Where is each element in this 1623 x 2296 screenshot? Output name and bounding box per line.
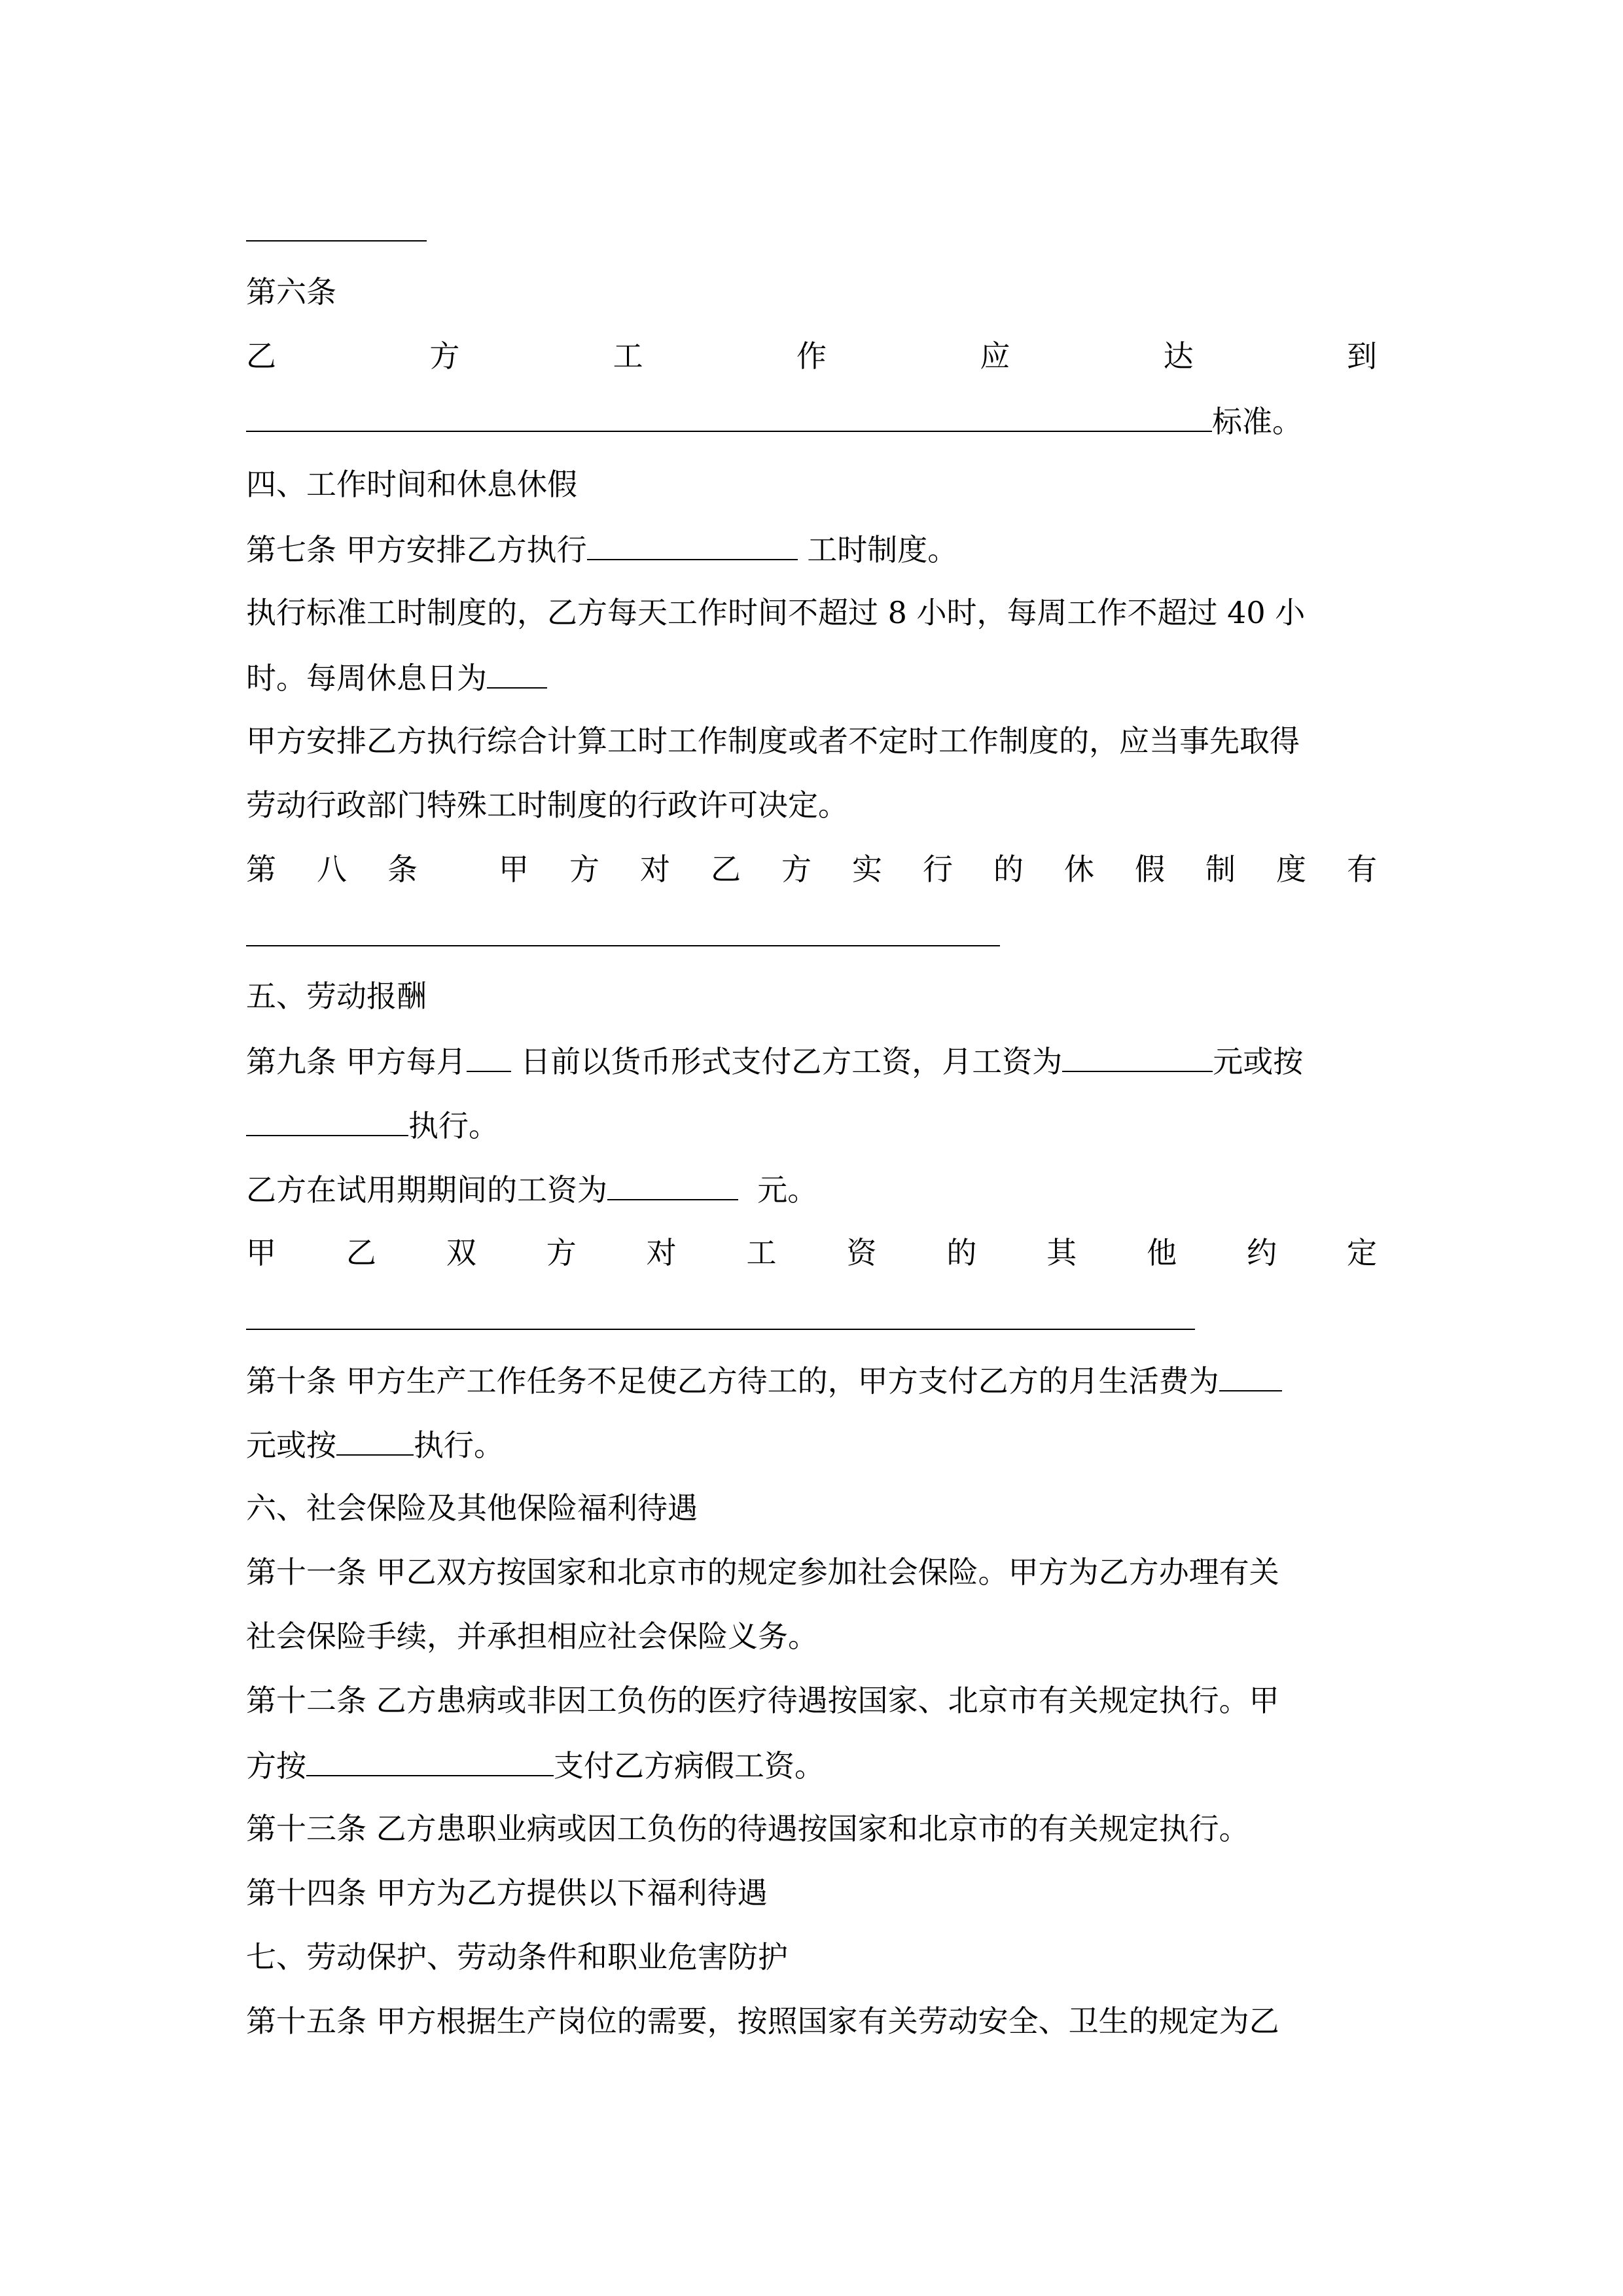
flex-hours-line-2: 劳动行政部门特殊工时制度的行政许可决定。	[246, 787, 848, 823]
blank-field[interactable]	[587, 530, 798, 560]
blank-field[interactable]	[1219, 1361, 1282, 1391]
article-14: 第十四条 甲方为乙方提供以下福利待遇	[246, 1875, 768, 1910]
blank-field[interactable]	[246, 1106, 408, 1136]
other-wage-agreement-justified: 甲 乙 双 方 对 工 资 的 其 他 约 定	[246, 1235, 1377, 1270]
article-11-line-2: 社会保险手续，并承担相应社会保险义务。	[246, 1619, 818, 1654]
section-5-heading: 五、劳动报酬	[246, 978, 427, 1014]
blank-field[interactable]	[467, 1042, 511, 1072]
standard-suffix: 标准。	[1212, 404, 1302, 439]
blank-rule-top	[246, 240, 427, 242]
article-15: 第十五条 甲方根据生产岗位的需要，按照国家有关劳动安全、卫生的规定为乙	[246, 2003, 1279, 2039]
blank-field[interactable]	[306, 1746, 554, 1776]
char: 到	[1346, 338, 1377, 374]
blank-field[interactable]	[607, 1170, 738, 1200]
article-6-standard-line	[246, 402, 1377, 439]
standard-hours-line-1: 执行标准工时制度的，乙方每天工作时间不超过 8 小时，每周工作不超过 40 小	[246, 595, 1306, 630]
blank-field[interactable]	[336, 1426, 414, 1456]
article-8-justified-line: 第 八 条 甲 方 对 乙 方 实 行 的 休 假 制 度 有	[246, 852, 1377, 887]
article-12-line-2: 方按 支付乙方病假工资。	[246, 1746, 1377, 1783]
article-6-title: 第六条	[246, 274, 336, 310]
article-10-line-2: 元或按 执行。	[246, 1426, 1377, 1462]
article-11-line-1: 第十一条 甲乙双方按国家和北京市的规定参加社会保险。甲方为乙方办理有关	[246, 1554, 1279, 1590]
other-wage-blank[interactable]	[246, 1329, 1195, 1330]
char: 达	[1163, 338, 1194, 374]
article-10-line-1: 第十条 甲方生产工作任务不足使乙方待工的，甲方支付乙方的月生活费为	[246, 1361, 1377, 1398]
char: 乙	[246, 338, 276, 374]
char: 应	[980, 338, 1010, 374]
char: 方	[429, 338, 460, 374]
char: 工	[613, 338, 643, 374]
section-7-heading: 七、劳动保护、劳动条件和职业危害防护	[246, 1939, 788, 1975]
char: 作	[796, 338, 827, 374]
flex-hours-line-1: 甲方安排乙方执行综合计算工时工作制度或者不定时工作制度的，应当事先取得	[246, 723, 1300, 759]
article-6-justified-line	[246, 338, 1377, 374]
blank-field[interactable]	[487, 658, 547, 689]
section-4-heading: 四、工作时间和休息休假	[246, 467, 577, 502]
article-13: 第十三条 乙方患职业病或因工负伤的待遇按国家和北京市的有关规定执行。	[246, 1811, 1249, 1846]
blank-field[interactable]	[1062, 1042, 1213, 1072]
article-7: 第七条 甲方安排乙方执行 工时制度。	[246, 530, 1377, 567]
standard-hours-line-2: 时。每周休息日为	[246, 658, 1377, 695]
trial-wage-line: 乙方在试用期期间的工资为 元。	[246, 1170, 1377, 1207]
article-8-blank[interactable]	[246, 945, 1000, 946]
article-9-line-2: 执行。	[246, 1106, 1377, 1143]
article-12-line-1: 第十二条 乙方患病或非因工负伤的医疗待遇按国家、北京市有关规定执行。甲	[246, 1683, 1279, 1718]
blank-field[interactable]	[246, 402, 1212, 432]
section-6-heading: 六、社会保险及其他保险福利待遇	[246, 1490, 698, 1526]
article-9-line-1: 第九条 甲方每月 日前以货币形式支付乙方工资，月工资为 元或按	[246, 1042, 1377, 1079]
